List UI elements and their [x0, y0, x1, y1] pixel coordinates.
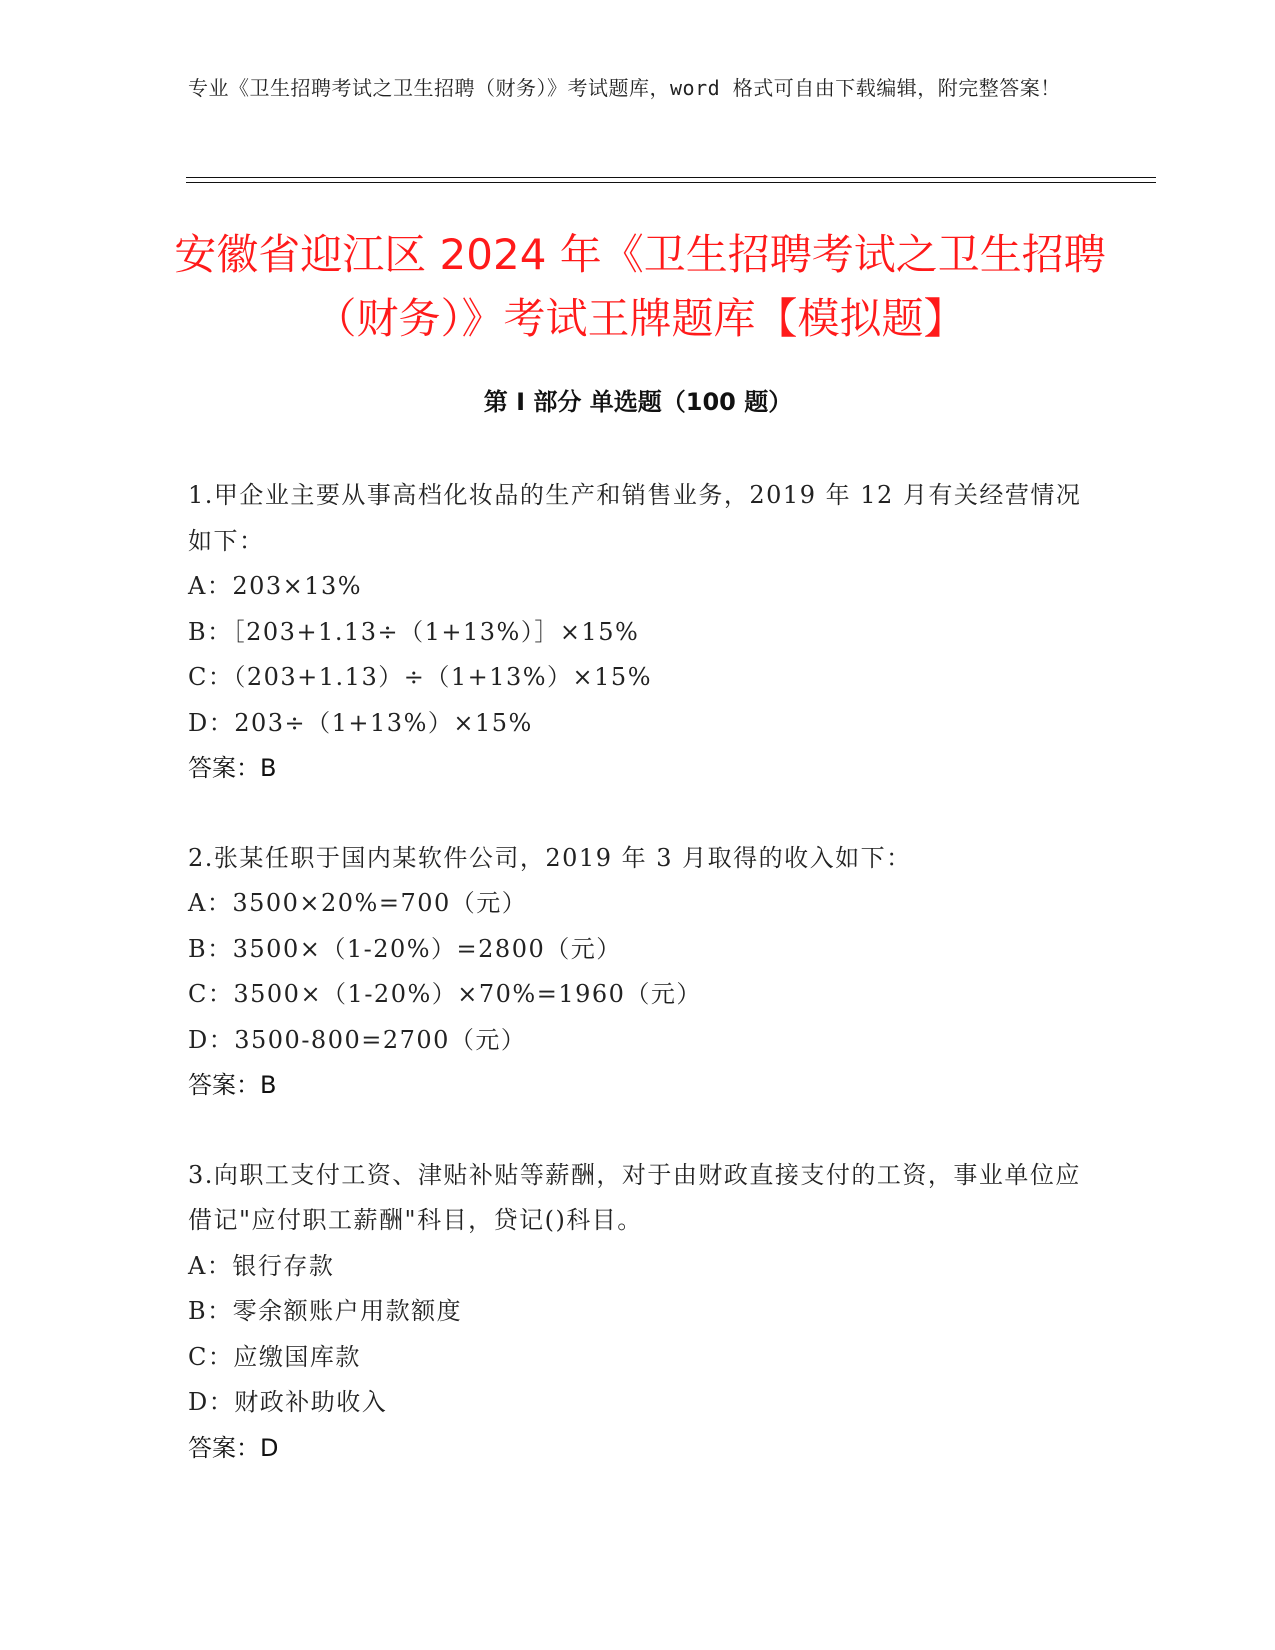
option-b: B：零余额账户用款额度	[188, 1297, 463, 1325]
header-rule-top	[186, 177, 1156, 178]
section-title: 第 I 部分 单选题（100 题）	[483, 388, 793, 416]
option-d: D：3500-800=2700（元）	[188, 1025, 527, 1054]
option-a: A：银行存款	[188, 1251, 335, 1280]
answer-line: 答案：D	[188, 1433, 279, 1462]
question-list	[188, 473, 1088, 1515]
option-c: C：应缴国库款	[188, 1342, 361, 1371]
header-rule-bottom	[186, 182, 1156, 183]
question-stem: 2.张某任职于国内某软件公司，2019 年 3 月取得的收入如下：	[188, 843, 912, 872]
option-c: C：（203+1.13）÷（1+13%）×15%	[188, 663, 653, 691]
option-a: A：3500×20%=700（元）	[188, 889, 528, 917]
document-title: 安徽省迎江区 2024 年《卫生招聘考试之卫生招聘（财务）》考试王牌题库【模拟题】	[174, 230, 1106, 343]
option-b: B：［203+1.13÷（1+13%）］×15%	[188, 617, 640, 646]
question-stem: 1.甲企业主要从事高档化妆品的生产和销售业务，2019 年 12 月有关经营情况如下：	[188, 481, 1082, 555]
question-item	[188, 473, 1088, 792]
option-d: D：203÷（1+13%）×15%	[188, 708, 533, 737]
answer-line: 答案：B	[188, 754, 277, 782]
question-item	[188, 836, 1088, 1109]
option-b: B：3500×（1-20%）=2800（元）	[188, 934, 622, 963]
option-c: C：3500×（1-20%）×70%=1960（元）	[188, 980, 702, 1008]
header-note: 专业《卫生招聘考试之卫生招聘（财务）》考试题库，word 格式可自由下载编辑，附完整答案！	[188, 76, 1061, 100]
option-d: D：财政补助收入	[188, 1388, 388, 1416]
answer-line: 答案：B	[188, 1071, 277, 1099]
question-stem: 3.向职工支付工资、津贴补贴等薪酬，对于由财政直接支付的工资，事业单位应借记"应付职工薪酬"科目，贷记()科目。	[188, 1160, 1081, 1234]
question-item	[188, 1153, 1088, 1472]
option-a: A：203×13%	[188, 572, 363, 600]
